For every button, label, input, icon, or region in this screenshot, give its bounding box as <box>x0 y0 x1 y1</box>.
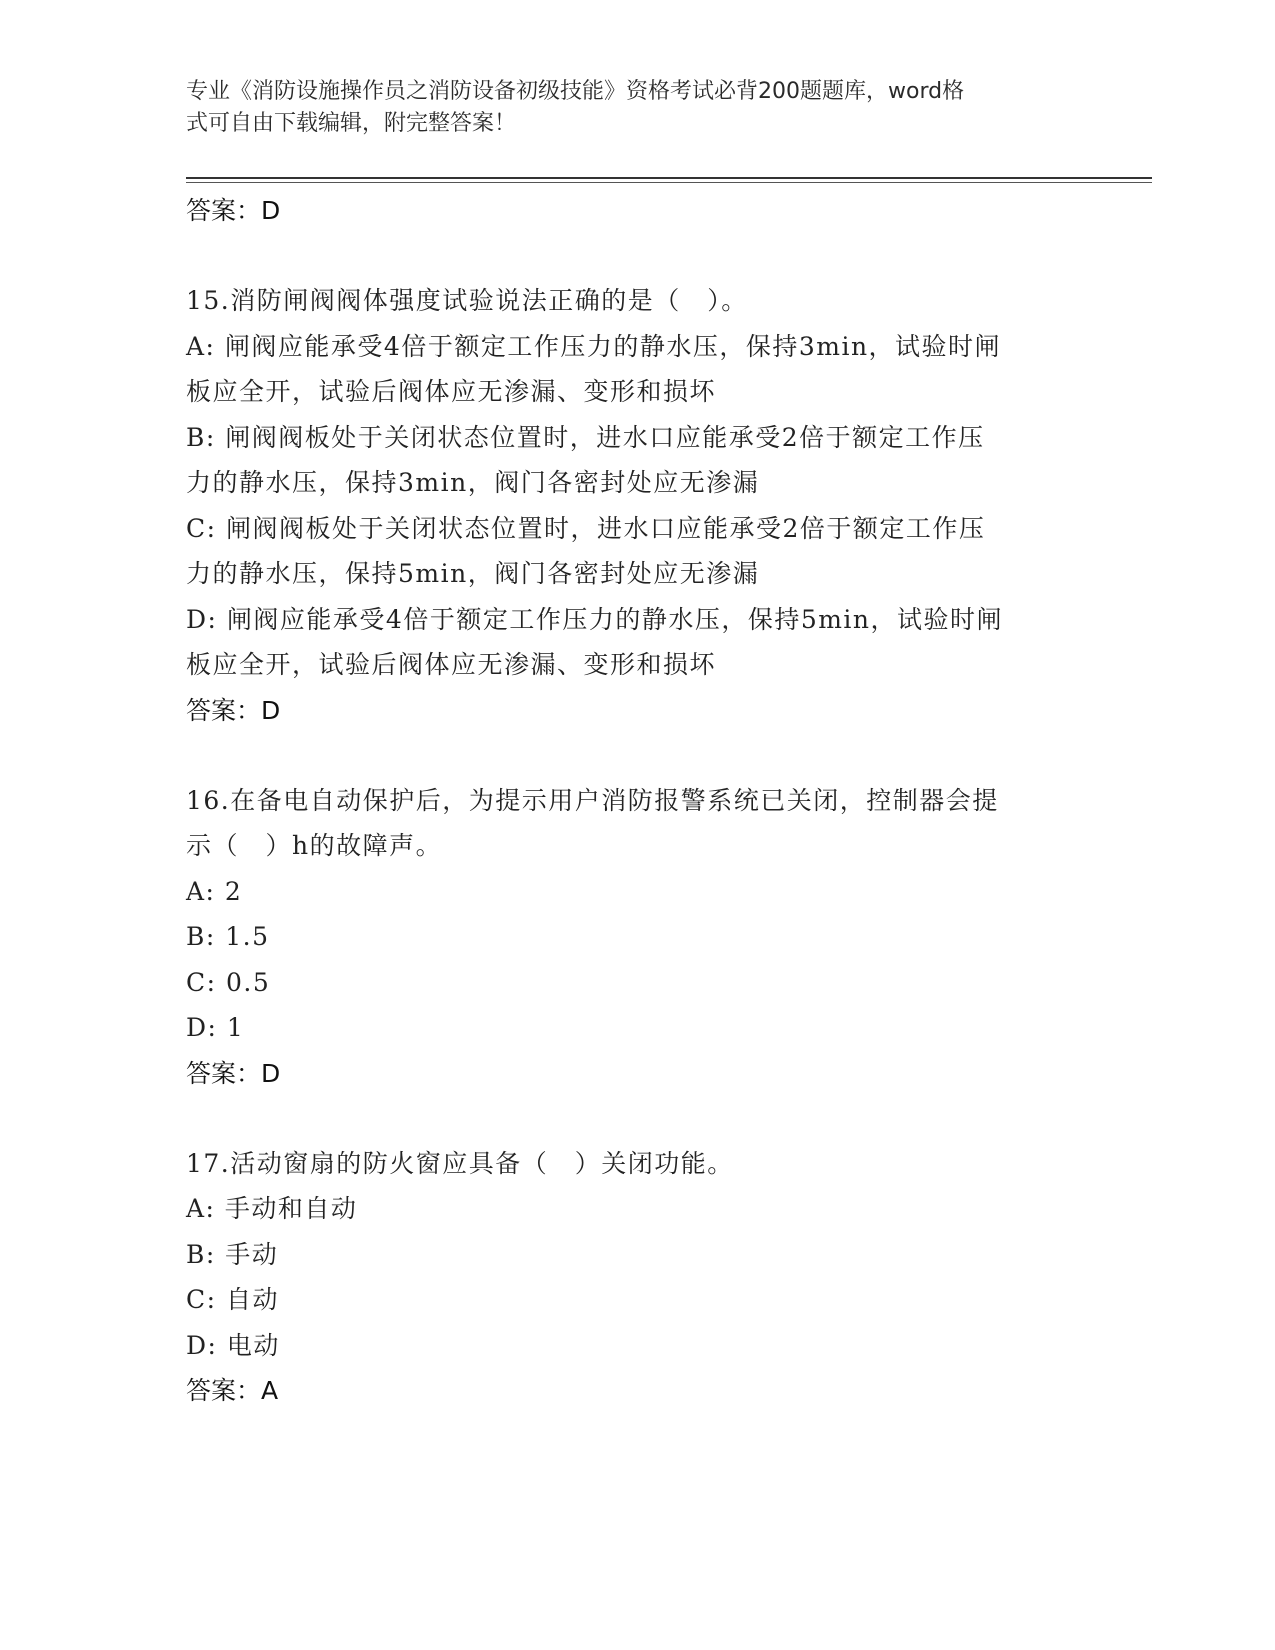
header-line-1: 专业《消防设施操作员之消防设备初级技能》资格考试必背200题题库，word格 <box>186 79 965 104</box>
option-b: B: 闸阀阀板处于关闭状态位置时，进水口应能承受2倍于额定工作压 <box>186 422 985 452</box>
document-header <box>186 76 1066 140</box>
header-divider-thin <box>186 182 1152 183</box>
header-line-2: 式可自由下载编辑，附完整答案！ <box>186 111 517 136</box>
option-a: A: 手动和自动 <box>186 1194 358 1223</box>
question-stem-cont: 示（ ）h的故障声。 <box>186 831 443 860</box>
option-c: C: 自动 <box>186 1285 279 1314</box>
option-c-cont: 力的静水压，保持5min，阀门各密封处应无渗漏 <box>186 559 760 588</box>
option-d: D: 闸阀应能承受4倍于额定工作压力的静水压，保持5min，试验时闸 <box>186 604 1004 634</box>
option-d: D: 1 <box>186 1013 245 1042</box>
answer: 答案：A <box>186 1376 279 1405</box>
answer: 答案：D <box>186 695 281 725</box>
question-list <box>186 188 1086 1414</box>
option-c: C: 0.5 <box>186 967 271 997</box>
previous-answer: 答案：D <box>186 196 281 225</box>
option-a: A: 2 <box>186 876 243 906</box>
option-b: B: 手动 <box>186 1239 279 1269</box>
question-stem: 17.活动窗扇的防火窗应具备（ ）关闭功能。 <box>186 1148 734 1178</box>
answer: 答案：D <box>186 1058 281 1088</box>
option-b: B: 1.5 <box>186 922 270 951</box>
option-d-cont: 板应全开，试验后阀体应无渗漏、变形和损坏 <box>186 650 717 679</box>
option-b-cont: 力的静水压，保持3min，阀门各密封处应无渗漏 <box>186 468 760 497</box>
question-15 <box>186 278 1086 734</box>
option-c: C: 闸阀阀板处于关闭状态位置时，进水口应能承受2倍于额定工作压 <box>186 513 986 543</box>
question-stem: 15.消防闸阀阀体强度试验说法正确的是（ ）。 <box>186 286 748 315</box>
option-d: D: 电动 <box>186 1330 280 1360</box>
header-divider <box>186 177 1152 179</box>
option-a: A: 闸阀应能承受4倍于额定工作压力的静水压，保持3min，试验时闸 <box>186 331 1002 361</box>
question-16 <box>186 778 1086 1097</box>
question-stem: 16.在备电自动保护后，为提示用户消防报警系统已关闭，控制器会提 <box>186 785 999 815</box>
question-17 <box>186 1141 1086 1415</box>
option-a-cont: 板应全开，试验后阀体应无渗漏、变形和损坏 <box>186 377 717 406</box>
